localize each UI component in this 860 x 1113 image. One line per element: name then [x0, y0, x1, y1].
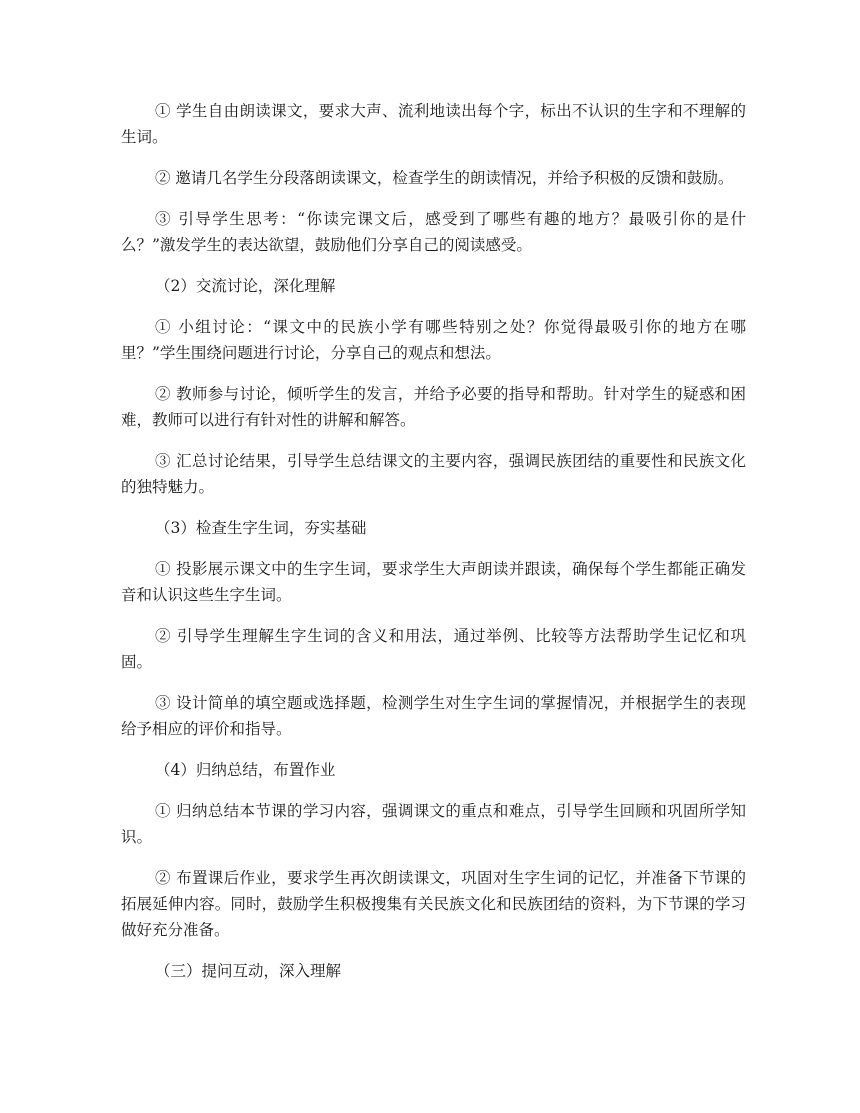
paragraph-read-aloud-freely: ① 学生自由朗读课文，要求大声、流利地读出每个字，标出不认识的生字和不理解的生词。	[121, 102, 746, 146]
paragraph-project-vocabulary: ① 投影展示课文中的生字生词，要求学生大声朗读并跟读，确保每个学生都能正确发音和认识这些生字生词。	[121, 560, 746, 604]
paragraph-group-discussion: ① 小组讨论：“课文中的民族小学有哪些特别之处？你觉得最吸引你的地方在哪里？”学生围绕问题进行讨论，分享自己的观点和想法。	[121, 318, 746, 362]
section-heading-vocabulary: （3）检查生字生词，夯实基础	[155, 519, 367, 537]
paragraph-understand-vocabulary: ② 引导学生理解生字生词的含义和用法，通过举例、比较等方法帮助学生记忆和巩固。	[121, 627, 746, 671]
paragraph-summarize-results: ③ 汇总讨论结果，引导学生总结课文的主要内容，强调民族团结的重要性和民族文化的独特魅力。	[121, 452, 746, 496]
paragraph-teacher-participation: ② 教师参与讨论，倾听学生的发言，并给予必要的指导和帮助。针对学生的疑惑和困难，教师可以进行有针对性的讲解和解答。	[121, 385, 746, 429]
section-heading-summary-homework: （4）归纳总结，布置作业	[155, 761, 336, 779]
section-heading-questions-interaction: （三）提问互动，深入理解	[155, 962, 342, 980]
section-heading-discussion: （2）交流讨论，深化理解	[155, 277, 336, 295]
paragraph-guide-thinking: ③ 引导学生思考：“你读完课文后，感受到了哪些有趣的地方？最吸引你的是什么？”激发学生的表达欲望，鼓励他们分享自己的阅读感受。	[121, 210, 746, 254]
paragraph-assign-homework: ② 布置课后作业，要求学生再次朗读课文，巩固对生字生词的记忆，并准备下节课的拓展延伸内容。同时，鼓励学生积极搜集有关民族文化和民族团结的资料，为下节课的学习做好充分准备。	[121, 869, 746, 939]
paragraph-summarize-lesson: ① 归纳总结本节课的学习内容，强调课文的重点和难点，引导学生回顾和巩固所学知识。	[121, 802, 746, 846]
paragraph-design-exercises: ③ 设计简单的填空题或选择题，检测学生对生字生词的掌握情况，并根据学生的表现给予相应的评价和指导。	[121, 694, 746, 738]
paragraph-invite-students-read: ② 邀请几名学生分段落朗读课文，检查学生的朗读情况，并给予积极的反馈和鼓励。	[155, 169, 734, 187]
document-body	[121, 98, 746, 999]
